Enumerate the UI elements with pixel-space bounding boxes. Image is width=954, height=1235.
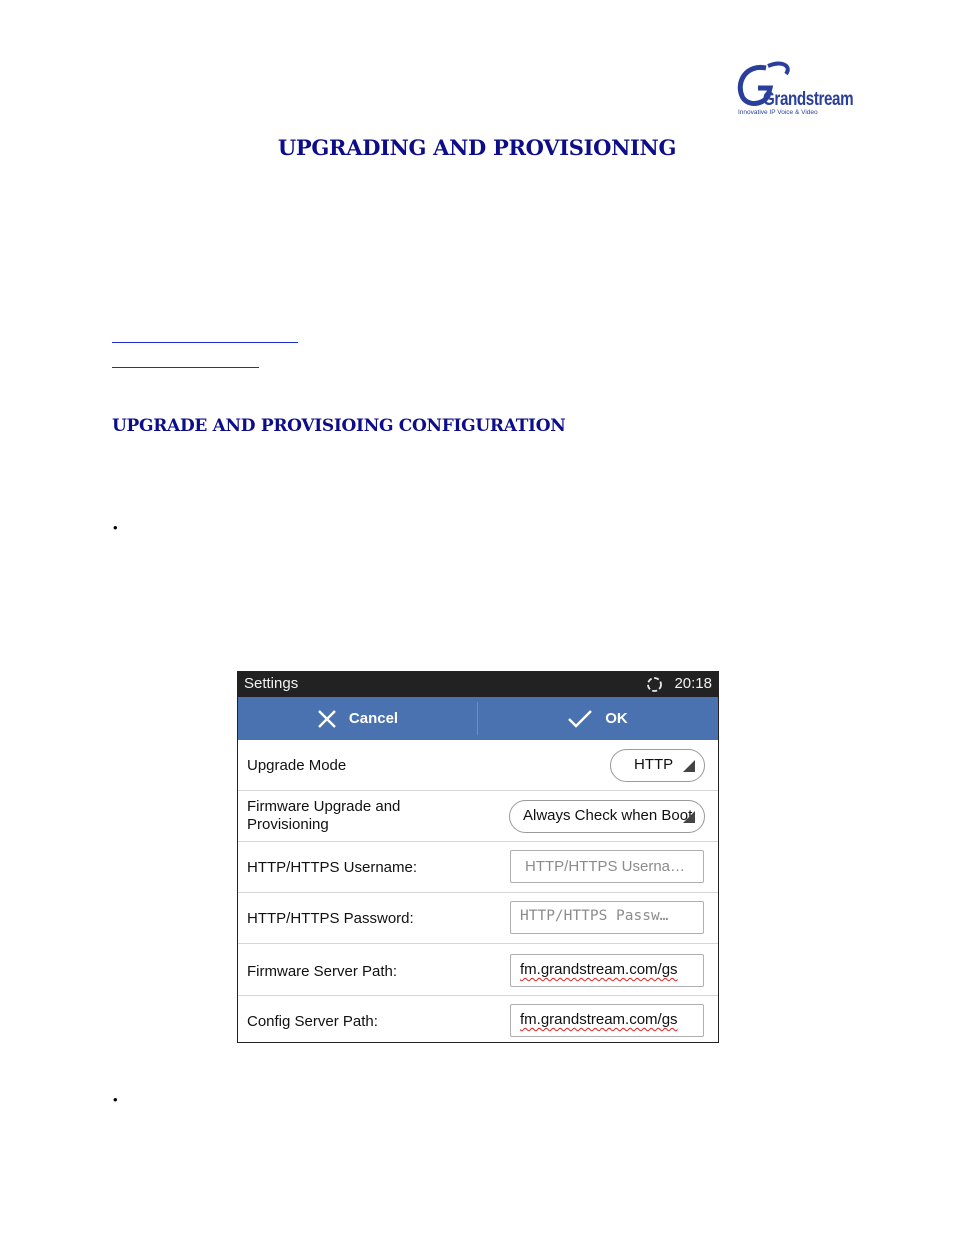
dropdown-arrow-icon xyxy=(683,760,695,772)
config-server-path-row xyxy=(238,996,718,1046)
firmware-server-path-input[interactable] xyxy=(510,954,704,987)
firmware-server-path-row xyxy=(238,944,718,996)
firmware-upgrade-value: Always Check when Boot xyxy=(523,807,693,824)
config-server-path-value: fm.grandstream.com/gs xyxy=(520,1011,678,1028)
http-username-row xyxy=(238,842,718,893)
check-icon xyxy=(567,709,593,729)
close-icon xyxy=(317,709,337,729)
status-bar xyxy=(238,672,718,697)
firmware-server-path-label: Firmware Server Path: xyxy=(247,963,398,980)
upgrade-mode-label: Upgrade Mode xyxy=(247,757,347,774)
action-bar xyxy=(238,697,718,740)
logo-brand: Grandstream xyxy=(763,89,854,110)
dropdown-arrow-icon xyxy=(683,811,695,823)
page-title: UPGRADING AND PROVISIONING xyxy=(277,135,677,160)
http-username-placeholder: HTTP/HTTPS Userna… xyxy=(525,858,686,875)
settings-list xyxy=(238,740,718,1046)
sync-icon xyxy=(646,676,663,693)
http-username-input[interactable] xyxy=(510,850,704,883)
upgrade-mode-row xyxy=(238,740,718,791)
config-server-path-input[interactable] xyxy=(510,1004,704,1037)
upgrade-mode-select[interactable] xyxy=(610,749,705,782)
ok-button[interactable] xyxy=(478,697,717,740)
toc-link-1[interactable] xyxy=(112,342,298,343)
http-password-label: HTTP/HTTPS Password: xyxy=(247,910,414,927)
upgrade-mode-value: HTTP xyxy=(634,756,674,773)
cancel-button[interactable] xyxy=(238,697,477,740)
settings-screenshot xyxy=(237,671,719,1043)
firmware-upgrade-row xyxy=(238,791,718,842)
bullet-1: • xyxy=(113,520,118,535)
status-title: Settings xyxy=(244,675,299,692)
bullet-2: • xyxy=(113,1092,118,1107)
ok-label: OK xyxy=(605,710,628,727)
toc-link-2[interactable] xyxy=(112,367,259,368)
firmware-upgrade-label: Firmware Upgrade and Provisioning xyxy=(247,798,401,833)
http-username-label: HTTP/HTTPS Username: xyxy=(247,859,418,876)
firmware-server-path-value: fm.grandstream.com/gs xyxy=(520,961,678,978)
http-password-input[interactable] xyxy=(510,901,704,934)
http-password-row xyxy=(238,893,718,944)
cancel-label: Cancel xyxy=(348,710,399,727)
http-password-placeholder: HTTP/HTTPS Passw… xyxy=(520,908,669,924)
logo-tagline: Innovative IP Voice & Video xyxy=(738,109,818,116)
status-time: 20:18 xyxy=(674,675,712,692)
section-title: UPGRADE AND PROVISIOING CONFIGURATION xyxy=(112,416,566,436)
firmware-upgrade-select[interactable] xyxy=(509,800,705,833)
config-server-path-label: Config Server Path: xyxy=(247,1013,378,1030)
